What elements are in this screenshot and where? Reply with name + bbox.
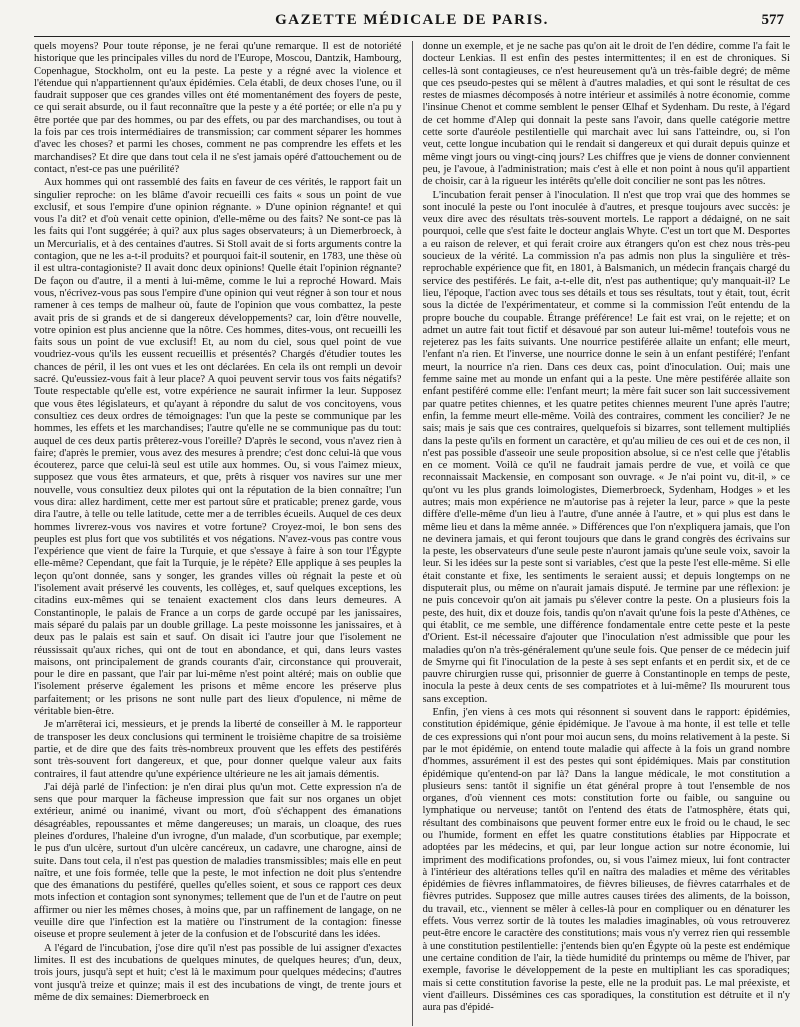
paragraph: L'incubation ferait penser à l'inoculation. Il n'est que trop vrai que des hommes se sont inoculé la peste ou l'ont inoculée à d'autres, et presque toujours avec succès: je veux dire avec des résultats très-souvent mortels. Le rapport a dédaigné, on ne sait pourquoi, celle que s'est faite le docteur anglais Whyte. C'est un tort que M. Desportes a eu raison de relever, et qui ferait croire aux étrangers qu'on est chez nous très-peu soucieux de la vérité. La commission n'a pas admis non plus la singulière et très-reprochable expérience que fit, en 1801, à Balsmanich, un médecin français chargé du service des pestiférés. Le fait, a-t-elle dit, n'est pas authentique; qu'y manquait-il? Le lieu, l'époque, l'action avec tous ses détails et tous ses résultats, tout y était, tout, écrit sous la dictée de l'expérimentateur, et comme si la commission l'eût entendu de la propre bouche du coupable. Étrange préférence! Le fait est vrai, on le rejette; et on admet un autre fait tout fictif et désavoué par son auteur lui-même! toutefois vous ne rejeterez pas les faits suivants. Une nourrice pestiférée allaite un enfant; elle meurt, l'enfant n'a rien. Et l'inverse, une nourrice donne le sein à un enfant pestiféré; l'enfant meurt, la nourrice n'a rien. Dans ces deux cas, point d'inoculation. Oui; mais une femme saine met au monde un enfant qui a la peste. Une mère pestiférée allaite son enfant pestiféré comme elle: l'enfant meurt; la mère fait sucer son lait successivement par quatre petites chiennes, et les quatre petites chiennes meurent l'une après l'autre; enfin, la femme meurt elle-même. Voilà des contraires, comment les concilier? Je ne sais; mais je sais que ces contraires, quelquefois si bizarres, sont tellement multipliés dans la peste qu'ils en forment un caractère, et qu'au milieu de ces oui et de ces non, il n'est pas possible d'asseoir une seule proposition absolue, si ce n'est celle que j'établis en ce moment. Voilà ce qu'il ne faudrait jamais perdre de vue, et voilà ce que reconnaissait Mackensie, en composant son ouvrage. « Je n'ai point vu, dit-il, » ce qu'ont vu les plus grands loimologistes, Diemerbroeck, Sydenham, Hodges » et les autres; mais mon expérience ne m'autorise pas à rejeter la leur, parce » que la peste diffère d'elle-même d'un lieu à l'autre, d'une année à l'autre, et » qui plus est dans le même lieu et dans la même année. » Différences que l'on n'expliquera jamais, que l'on ne devinera jamais, et qui feront toujours que dans le grand congrès des écrivains sur la peste, les observateurs d'une seule peste n'auront jamais qu'une seule voix, savoir la leur. Si les idées sur la peste sont si variables, c'est que la peste l'est elle-même. Si elle était constante et fixe, les sentiments le seraient aussi; et depuis longtemps on ne disputerait plus, ou même on n'aurait jamais disputé. Je termine par une réflexion: je ne puis concevoir qu'on ait jamais pu s'élever contre la peste. On a plusieurs fois la peste, des huit, dix et douze fois, tandis qu'on n'avait qu'une fois la peste d'Athènes, ce qui établit, ce me semble, une différence fondamentale entre cette peste et la peste d'Orient. Est-il nécessaire d'ajouter que l'inoculation n'est admissible que pour les maladies qu'on n'a très-généralement qu'une seule fois. Que penser de ce médecin juif de Smyrne qui fit l'inoculation de la peste à ses sept enfants et en perdit six, et de ce pauvre chirurgien russe qui, prisonnier de guerre à Constantinople en temps de peste, inocula la peste à deux cents de ses compatriotes et à lui-même? Ils moururent tous sans exception. [422,189,790,705]
article-body [34,41,790,1026]
paragraph: Je m'arrêterai ici, messieurs, et je prends la liberté de conseiller à M. le rapporteur de transposer les deux conclusions qui terminent le troisième chapitre de sa troisième partie, et de dire que des faits très-nombreux prouvent que les effets des pestiférés sont très-souvent fort dangereux, et que, pour donner quelque valeur aux faits contraires, il faut attendre qu'une expérience ultérieure ne les ait jamais démentis. [34,719,402,780]
paragraph: J'ai déjà parlé de l'infection: je n'en dirai plus qu'un mot. Cette expression n'a de sens que pour marquer la fâcheuse impression que fait sur nos organes un objet extérieur, animé ou inanimé, vivant ou mort, d'où s'échappent des émanations désagréables, repoussantes et même dangereuses; un marais, un cloaque, des rues pleines d'ordures, l'haleine d'un ivrogne, d'un malade, d'un scorbutique, par exemple; le pus d'un ulcère, surtout d'un ulcère cancéreux, un cadavre, une charogne, ainsi de suite. Dans tout cela, il n'est pas question de maladies transmissibles; mais elle en peut naître, et une fois formée, telle que la peste, le mot infection ne doit plus s'entendre que des émanations du pestiféré, quelles qu'elles soient, et sous ce rapport ces deux mots infection et contagion sont synonymes; tellement que de l'un et de l'autre on peut affirmer ou nier les mêmes choses, à moins que, par un raffinement de langage, on ne veuille dire que l'infection est la matière ou l'instrument de la contagion: finesse oiseuse et propre seulement à jeter de la confusion et de l'obscurité dans les idées. [34,781,402,941]
paragraph: Enfin, j'en viens à ces mots qui résonnent si souvent dans le rapport: épidémies, constitution épidémique, génie épidémique. Je l'avoue à ma honte, il est telle et telle de ces expressions qui n'ont pour moi aucun sens, du moins relativement à la peste. Si par le mot épidémie, on entend toute maladie qui affecte à la fois un grand nombre d'hommes, assurément il est des pestes qui sont épidémiques. Mais par constitution épidémique qu'entend-on par là? Dans la langue médicale, le mot constitution a plusieurs sens: tantôt il signifie un état général propre à tout l'ensemble de nos organes, d'où viennent ces mots: constitution forte ou faible, ou sanguine ou lymphatique ou nerveuse; tantôt on l'entend des états de l'atmosphère, états qui, résultant des combinaisons que peuvent former entre eux le froid ou le chaud, le sec ou l'humide, forment en effet les quatre constitutions établies par Hippocrate et adoptées par les médecins, et qui, par leur longue action sur notre économie, lui impriment des modifications profondes, ou, si vous l'aimez mieux, lui font contracter à l'intérieur des altérations telles qu'il en naîtra des maladies et même des véritables épidémies de fièvres inflammatoires, de fièvres bilieuses, de fièvres catarrhales et de fièvres putrides. Supposez que mille autres causes tirées des aliments, de la boisson, du travail, etc., viennent se mêler à celles-là pour en compliquer ou en dénaturer les effets. Vous verrez sortir de là toutes les maladies imaginables, où vous retrouverez peut-être encore le caractère des constitutions; mais vous n'y verrez rien qui ressemble à une constitution pestilentielle: j'entends bien qu'en Égypte où la peste est endémique une certaine condition de l'air, la tiède humidité du printemps ou même de l'hiver, par exemple, favorise le développement de la peste en multipliant les cas sporadiques; mais si cette constitution favorise la peste, elle ne la produit pas. Le mal préexiste, et vient d'ailleurs. Dissémines ces cas sporadiques, la constitution est détruite et il n'y aura pas d'épidé- [422,707,790,1014]
paragraph: quels moyens? Pour toute réponse, je ne ferai qu'une remarque. Il est de notoriété historique que les principales villes du nord de l'Europe, Moscou, Dantzik, Hambourg, Copenhague, Stockholm, ont eu la peste. La peste y a régné avec la violence et l'étendue qui n'appartiennent qu'aux épidémies. Cela établi, de deux choses l'une, ou il faudrait supposer que ces grandes villes ont été momentanément des foyers de peste, ce qui serait absurde, ou il faut reconnaître que la peste y a été portée; or elle n'a pu y être portée que par des hommes, ou par des effets, ou par des marchandises, ou tout à la fois par ces trois intermédiaires de transmission; car comment séparer les hommes d'avec les choses? et parmi les choses, comment ne pas comprendre les effets et les marchandises? Et dire que dans tout cela il ne s'est jamais opéré d'attouchement ou de contact, n'est-ce pas une puérilité? [34,41,402,175]
left-column [34,41,402,1026]
page-header [34,8,790,36]
header-rule [34,36,790,37]
right-column [423,41,791,1026]
paragraph: donne un exemple, et je ne sache pas qu'on ait le droit de l'en dédire, comme l'a fait le docteur Lenkias. Il est enfin des pestes intermittentes; il en est de chroniques. Si celles-là sont contagieuses, ce n'est heureusement qu'à un très-faible degré; de même que ces pseudo-pestes qui se mêlent à d'autres maladies, et qui sont le résultat de ces restes de miasmes décomposés à notre intérieur et assimilés à notre économie, comme l'insinue Chenot et comme semblent le penser Œlhaf et Sydenham. Du reste, à l'égard de cet homme d'Alep qui donnait la peste sans l'avoir, dans quelle catégorie mettre cette sorte d'auréole pestilentielle qui marchait avec lui sans l'atteindre, ou, si l'on veut, cette longue incubation qui le rendait si dangereux et qui durait depuis quinze et même vingt jours ou vingt-cinq jours? Les chiffres que je viens de donner conviennent peu, je l'avoue, à l'administration; mais c'est à elle et non point à nous qu'il appartient de choisir, car à la rigueur les intérêts qu'elle doit concilier ne sont pas les nôtres. [422,41,790,188]
paragraph: A l'égard de l'incubation, j'ose dire qu'il n'est pas possible de lui assigner d'exactes limites. Il est des incubations de quelques minutes, de quelques heures; d'un, deux, trois jours, jusqu'à sept et huit; c'est là le maximum pour quelques médecins; d'autres vont jusqu'à treize et quinze; mais il est des incubations de vingt, de trente jours et même de dix semaines: Diemerbroeck en [34,942,402,1003]
journal-title: GAZETTE MÉDICALE DE PARIS. [275,12,549,28]
column-divider [412,41,413,1026]
paragraph: Aux hommes qui ont rassemblé des faits en faveur de ces vérités, le rapport fait un singulier reproche: on les blâme d'avoir recueilli ces faits « sous un point de vue exclusif, et sous l'empire d'une opinion régnante. » D'une opinion régnante! et qui vous l'a dit? et d'où venait cette opinion, d'elle-même ou des faits? Ne sont-ce pas là les faits qui l'ont suggérée; à qui? aux plus sages observateurs; à un Diemerbroeck, à un Mercurialis, et à des centaines d'autres. Si Stoll avait de si forts arguments contre la contagion, que ne les a-t-il produits? et pourquoi fait-il soutenir, en 1783, une thèse où il est ultra-contagioniste? Il avait donc deux opinions! Quelle était l'opinion régnante? De façon ou d'autre, il a menti à lui-même, comme le lui a reproché Howard. Mais vous, n'écrivez-vous pas sous l'empire d'une opinion qui veut régner à son tour et nous ramener à ces temps de malheur où, faute de l'opinion que vous combattez, la peste avait pris de si grands et de si dangereux développements? car, loin d'être nouvelle, votre opinion est plus ancienne que la nôtre. Ces hommes, dites-vous, ont recueilli les faits sous un point de vue exclusif! Et, au nom du ciel, sous quel point de vue voudriez-vous qu'ils les eussent recueillis et présentés? Chargés d'étudier toutes les chances de péril, il les ont vues et les ont déclarées. En cela ils ont rempli un devoir sacré. Qu'eussiez-vous fait à leur place? A quoi peuvent servir tous vos faits négatifs? Toute respectable qu'elle est, votre expérience ne saurait infirmer la leur. Supposez que vous êtes législateurs, et qu'ayant à répondre du salut de vos concitoyens, vous consultiez ces deux ordres de témoignages: l'un que la peste se communique par les hommes, les effets et les marchandises; l'autre qu'elle ne se communique pas du tout: auquel de ces deux partis prêterez-vous l'oreille? D'après le second, vous n'avez rien à faire; d'après le premier, vous avez des mesures à prendre; c'est donc celui-là que vous écouterez, parce que celui-là seul est utile aux hommes. Ou, si vous l'aimez mieux, supposez que vous êtes armateurs, et que, prêts à risquer vos navires sur une mer nouvelle, vous consultiez deux pilotes qui ont la réputation de la bien connaître; l'un vous dira: allez hardiment, cette mer est partout sûre et praticable; prenez garde, vous dira l'autre, à telle ou telle latitude, cette mer a de terribles écueils. Auquel de ces deux hommes livrerez-vous vos navires et votre fortune? Croyez-moi, le bon sens des peuples est plus fort que vos subtilités et vos négations. N'avez-vous pas contre vous l'expérience que vient de faire la Turquie, et que s'essaye à faire à son tour l'Égypte elle-même? Cependant, que fait la Turquie, je le répète? Elle applique à ses peuples la leçon qu'ont donnée, sans y songer, les grandes villes où régnait la peste et où l'isolement avait préservé les couvents, les collèges, et, sauf quelques exceptions, les citadins eux-mêmes qui se tenaient exactement clos dans leurs demeures. A Constantinople, le palais de France a un corps de garde occupé par les janissaires, mais séparé du palais par un double grillage. La peste moissonne les janissaires, et à deux pas le palais est sain et sauf. On disait ici l'autre jour que l'isolement ne réussissait qu'aux riches, qui ont de tout en abondance, et qui, dans leurs vastes maisons, ont principalement de grands courants d'air, circonstance qui prouverait, pour le dire en passant, que l'air par lui-même n'est point altéré; mais on oublie que l'isolement préserve également les prisons et même encore les préserve plus parfaitement; or les prisons ne sont nulle part des lieux d'opulence, ni même de véritable bien-être. [34,177,402,718]
page-number: 577 [761,12,784,28]
